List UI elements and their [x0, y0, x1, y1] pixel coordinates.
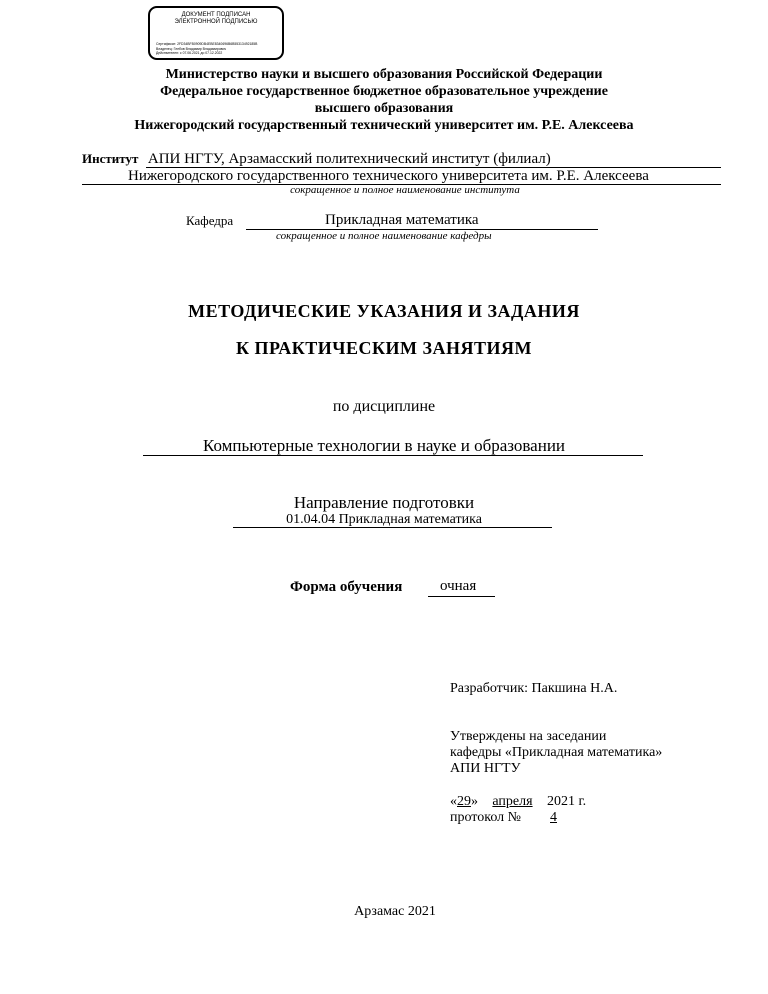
approval-month: апреля	[492, 794, 533, 809]
department-label: Кафедра	[186, 213, 234, 228]
institute-name-line-2: Нижегородского государственного технического университета им. Р.Е. Алексеева	[128, 168, 649, 184]
header-line-3: высшего образования	[314, 101, 454, 116]
discipline-name: Компьютерные технологии в науке и образовании	[202, 436, 566, 455]
protocol-number: 4	[550, 810, 557, 825]
approval-day: 29	[457, 794, 471, 809]
direction-value: 01.04.04 Прикладная математика	[286, 512, 482, 527]
approval-block	[450, 729, 662, 777]
institute-name: АПИ НГТУ, Арзамасский политехнический институт (филиал)	[147, 151, 551, 167]
document-title-line-2: К ПРАКТИЧЕСКИМ ЗАНЯТИЯМ	[235, 338, 533, 358]
stamp-validity: Действителен: с 07.06.2021 до 07.12.2022	[156, 51, 223, 56]
protocol-label: протокол №	[450, 810, 521, 825]
quote-open: «	[450, 794, 457, 809]
quote-close: »	[471, 794, 478, 809]
institute-row	[82, 151, 551, 168]
approval-year: 2021 г.	[547, 794, 587, 809]
institute-label: Институт	[82, 151, 139, 166]
approval-line-1: Утверждены на заседании	[450, 729, 607, 744]
approval-date	[450, 794, 586, 810]
ministry-header	[0, 66, 768, 134]
direction-underline	[233, 527, 552, 528]
developer: Разработчик: Пакшина Н.А.	[450, 681, 618, 696]
footer-city-year: Арзамас 2021	[354, 904, 436, 919]
study-form-underline	[428, 596, 495, 597]
stamp-certificate: Сертификат: 2FD34BFB0909DB4EBE8340696B6B55313492185B	[156, 42, 258, 46]
study-form-value: очная	[440, 578, 477, 594]
header-line-2: Федеральное государственное бюджетное образовательное учреждение	[160, 84, 608, 99]
discipline-underline	[143, 455, 643, 456]
approval-line-2: кафедры «Прикладная математика»	[450, 745, 663, 760]
institute-caption: сокращенное и полное наименование института	[290, 184, 520, 196]
stamp-owner: Владелец: Глебов Владимир Владимирович	[156, 46, 227, 51]
approval-line-3: АПИ НГТУ	[450, 761, 521, 776]
direction-label: Направление подготовки	[293, 493, 475, 512]
department-caption: сокращенное и полное наименование кафедры	[276, 230, 492, 242]
discipline-label: по дисциплине	[332, 398, 436, 415]
header-line-4: Нижегородский государственный технический университет им. Р.Е. Алексеева	[134, 118, 634, 133]
protocol-row	[450, 810, 583, 826]
electronic-signature-stamp	[148, 6, 284, 60]
document-title-line-1: МЕТОДИЧЕСКИЕ УКАЗАНИЯ И ЗАДАНИЯ	[188, 301, 580, 321]
stamp-title-line1: ДОКУМЕНТ ПОДПИСАН	[181, 12, 251, 18]
header-line-1: Министерство науки и высшего образования Российской Федерации	[165, 67, 603, 82]
study-form-label: Форма обучения	[290, 579, 403, 595]
department-name: Прикладная математика	[325, 212, 479, 228]
stamp-title-line2: ЭЛЕКТРОННОЙ ПОДПИСЬЮ	[174, 19, 258, 25]
